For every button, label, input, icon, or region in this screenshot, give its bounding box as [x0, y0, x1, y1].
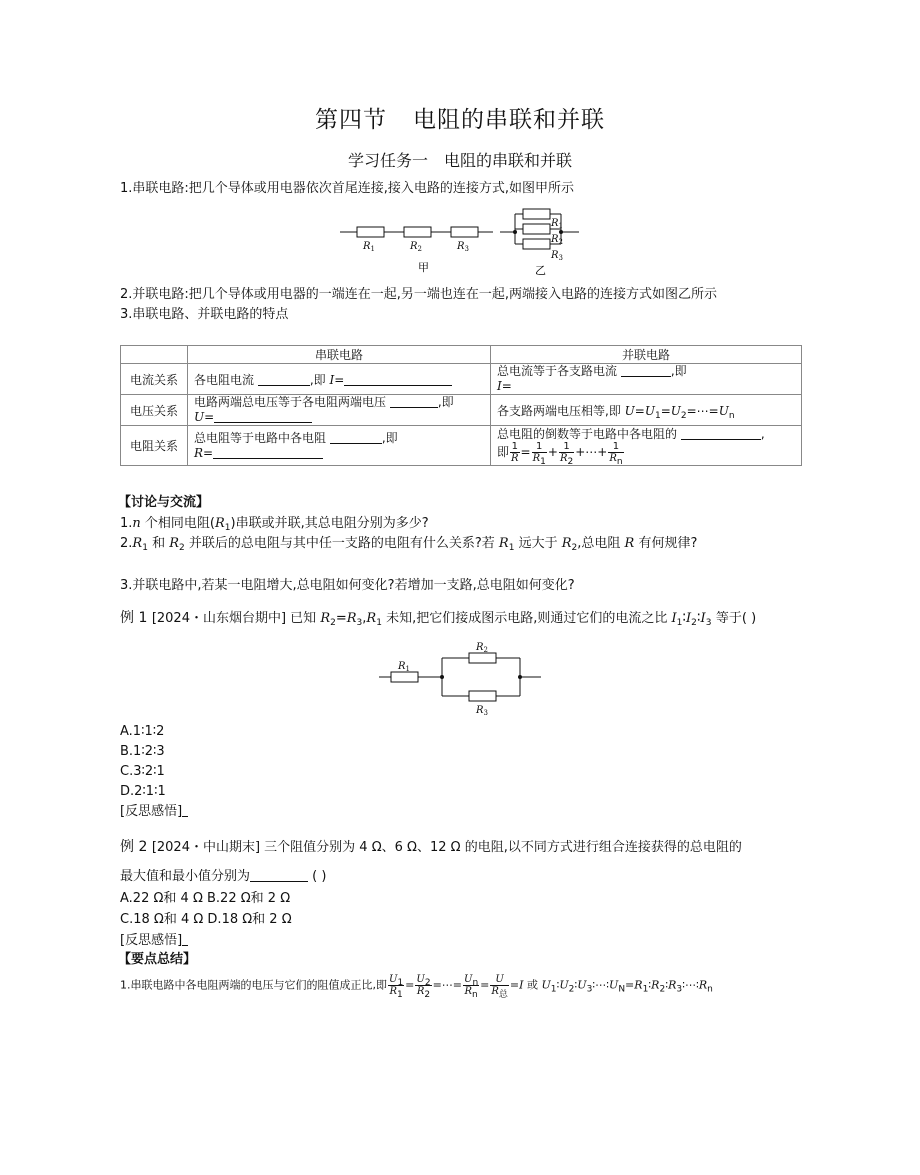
example-1-reflection: [反思感悟]	[120, 803, 188, 821]
parallel-circuit-definition: 2.并联电路:把几个导体或用电器的一端连在一起,另一端也连在一起,两端接入电路的连接方式如图乙所示	[120, 287, 718, 302]
example-1-option-b: B.1∶2∶3	[120, 744, 165, 759]
example-2-question-cont: 最大值和最小值分别为 ( )	[120, 869, 327, 884]
table-row-voltage: 电压关系 电路两端总电压等于各电阻两端电压 ,即 U= 各支路两端电压相等,即 $U=U_1=U_2=\cdots=U_n$	[121, 395, 802, 426]
table-row-current: 电流关系 各电阻电流 ,即 I= 总电流等于各支路电流 ,即 I=	[121, 364, 802, 395]
circuit-figure-example-1	[375, 637, 545, 719]
example-2-reflection: [反思感悟]	[120, 932, 188, 950]
label-r2-series: $R_2$	[410, 241, 422, 253]
label-r2-parallel: $R_2$	[551, 234, 563, 246]
example-1-option-d: D.2∶1∶1	[120, 784, 166, 799]
circuit-features-heading: 3.串联电路、并联电路的特点	[120, 307, 289, 322]
example-2-options-ab: A.22 Ω和 4 Ω B.22 Ω和 2 Ω	[120, 891, 291, 906]
features-table	[120, 345, 802, 466]
label-r1-parallel: $R_1$	[551, 218, 563, 230]
label-r3-parallel: $R_3$	[551, 250, 563, 262]
series-circuit-definition: 1.串联电路:把几个导体或用电器依次首尾连接,接入电路的连接方式,如图甲所示	[120, 181, 575, 196]
discussion-question-2: $2.R_1$ 和 $R_2$ 并联后的总电阻与其中任一支路的电阻有什么关系?若 $R_1$ 远大于 $R_2$,总电阻 R 有何规律?	[120, 536, 698, 553]
label-r3-series: $R_3$	[457, 241, 469, 253]
label-r2-ex1: $R_2$	[476, 642, 488, 654]
discussion-heading: 【讨论与交流】	[118, 495, 210, 510]
example-1-option-a: A.1∶1∶2	[120, 724, 165, 739]
summary-point-1: 1.串联电路中各电阻两端的电压与它们的阻值成正比,即 $\frac{U_1}{R_1}$ = $\frac{U_2}{R_2}$ =⋯= $\frac{U_n}{R_n}$ = $\frac{U}{R_总}$ =I 或 $U_1∶U_2∶U_3∶\cdots∶U_N=R_1∶R_2∶R_3∶\cdots∶R_n$	[120, 974, 713, 1000]
discussion-question-3: 3.并联电路中,若某一电阻增大,总电阻如何变化?若增加一支路,总电阻如何变化?	[120, 578, 575, 593]
label-r1-ex1: $R_1$	[398, 661, 410, 673]
table-header-row: 串联电路 并联电路	[121, 346, 802, 364]
example-1-option-c: C.3∶2∶1	[120, 764, 165, 779]
example-1-question: 例 1 [2024・山东烟台期中] 已知 $R_2=R_3,R_1$ 未知,把它们接成图示电路,则通过它们的电流之比 $I_1∶I_2∶I_3$ 等于( )	[120, 610, 757, 628]
discussion-question-1: 1.n 个相同电阻$(R_1)$串联或并联,其总电阻分别为多少?	[120, 516, 429, 533]
example-2-question: 例 2 [2024・中山期末] 三个阻值分别为 4 Ω、6 Ω、12 Ω 的电阻,以不同方式进行组合连接获得的总电阻的	[120, 839, 742, 855]
example-2-options-cd: C.18 Ω和 4 Ω D.18 Ω和 2 Ω	[120, 912, 292, 927]
label-r3-ex1: $R_3$	[476, 705, 488, 717]
section-title: 学习任务一 电阻的串联和并联	[347, 151, 573, 170]
label-yi: 乙	[535, 264, 546, 276]
label-jia: 甲	[418, 261, 429, 274]
table-row-resistance: 电阻关系 总电阻等于电路中各电阻 ,即 R= 总电阻的倒数等于电路中各电阻的 , 即 $\frac{1}{R}$ = $\frac{1}{R_1}$ + $\frac{1}{R_2}$ +⋯+ $\frac{1}{R_n}$	[121, 426, 802, 466]
page-title: 第四节 电阻的串联和并联	[315, 107, 605, 133]
label-r1-series: $R_1$	[363, 241, 375, 253]
circuit-figure-series-parallel	[335, 204, 595, 276]
summary-heading: 【要点总结】	[118, 952, 197, 967]
